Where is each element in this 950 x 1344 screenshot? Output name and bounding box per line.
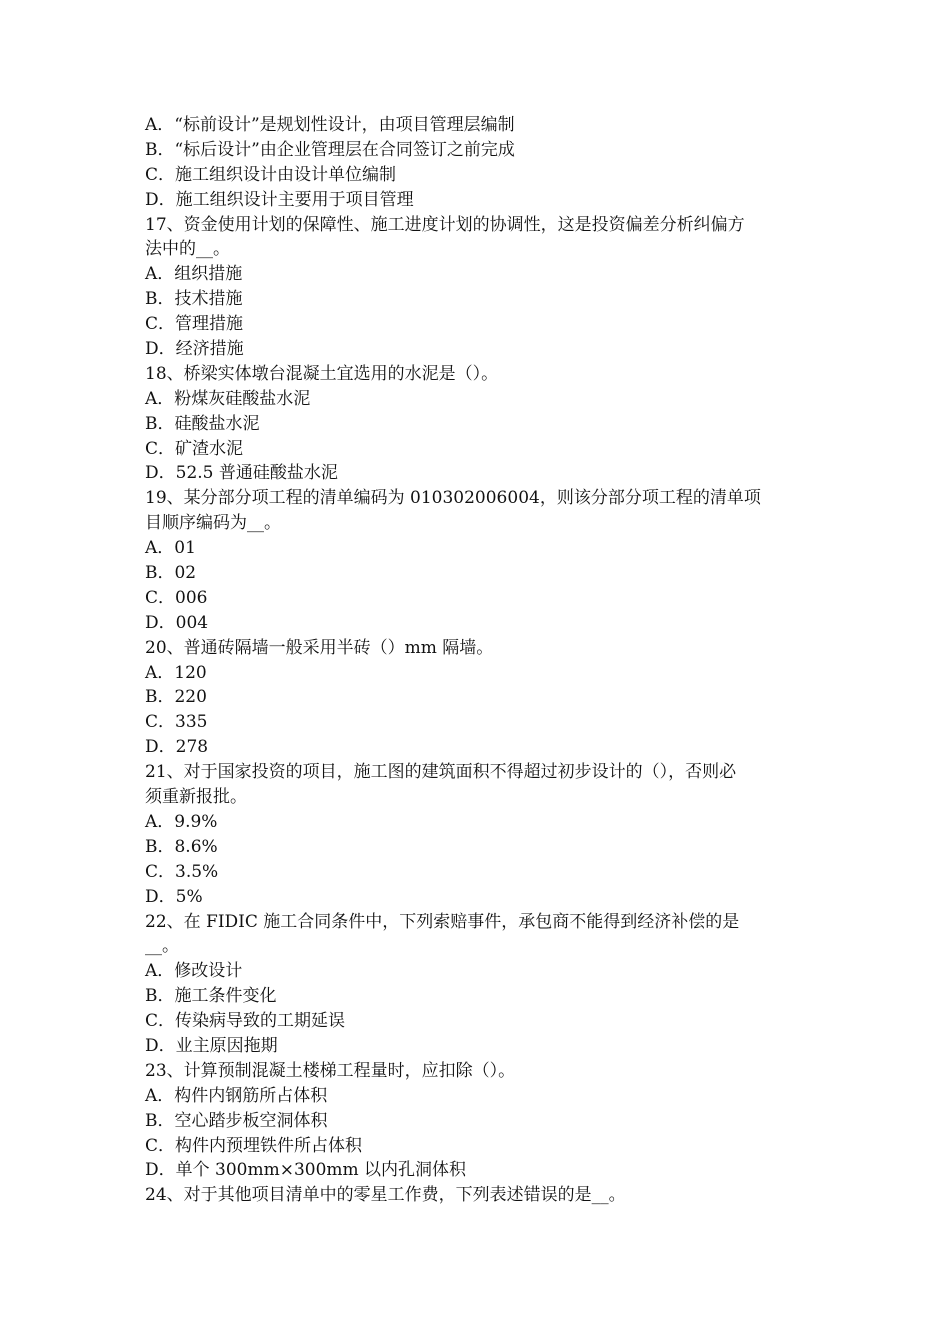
- document-body: [145, 113, 810, 1208]
- text-line: D．经济措施: [145, 339, 244, 360]
- question-21-line-2: 须重新报批。: [145, 787, 247, 808]
- text-line: C．构件内预埋铁件所占体积: [145, 1135, 363, 1156]
- text-line: D．004: [145, 612, 209, 633]
- question-24: 24、对于其他项目清单中的零星工作费，下列表述错误的是__。: [145, 1185, 626, 1206]
- question-22-line-1: 22、在 FIDIC 施工合同条件中，下列索赔事件，承包商不能得到经济补偿的是: [145, 911, 740, 932]
- text-line: A．构件内钢筋所占体积: [145, 1085, 328, 1106]
- text-line: B．8.6%: [145, 836, 218, 857]
- question-17-line-1: 17、资金使用计划的保障性、施工进度计划的协调性，这是投资偏差分析纠偏方: [145, 214, 745, 235]
- text-line: C．335: [145, 712, 208, 733]
- text-line: C．006: [145, 587, 208, 608]
- question-19-line-1: 19、某分部分项工程的清单编码为 010302006004，则该分部分项工程的清单项: [145, 488, 761, 509]
- text-line: D．施工组织设计主要用于项目管理: [145, 189, 414, 210]
- question-19-line-2: 目顺序编码为__。: [145, 513, 281, 534]
- text-line: C．矿渣水泥: [145, 438, 244, 459]
- text-line: A．粉煤灰硅酸盐水泥: [145, 388, 311, 409]
- text-line: D．单个 300mm×300mm 以内孔洞体积: [145, 1160, 467, 1181]
- text-line: C．传染病导致的工期延误: [145, 1011, 346, 1032]
- question-21-line-1: 21、对于国家投资的项目，施工图的建筑面积不得超过初步设计的（），否则必: [145, 762, 737, 783]
- text-line: A．9.9%: [145, 811, 218, 832]
- text-line: C．3.5%: [145, 861, 219, 882]
- text-line: B．“标后设计”由企业管理层在合同签订之前完成: [145, 139, 515, 160]
- question-18: 18、桥梁实体墩台混凝土宜选用的水泥是（）。: [145, 363, 499, 384]
- text-line: B．施工条件变化: [145, 986, 277, 1007]
- text-line: D．业主原因拖期: [145, 1035, 278, 1056]
- text-line: D．5%: [145, 886, 203, 907]
- text-line: C．施工组织设计由设计单位编制: [145, 164, 397, 185]
- text-line: B．空心踏步板空洞体积: [145, 1110, 328, 1131]
- text-line: B．02: [145, 563, 197, 584]
- question-22-line-2: __。: [145, 936, 179, 957]
- text-line: A．01: [145, 538, 196, 559]
- text-line: A．修改设计: [145, 961, 243, 982]
- question-23: 23、计算预制混凝土楼梯工程量时，应扣除（）。: [145, 1060, 516, 1081]
- text-line: B．220: [145, 687, 207, 708]
- text-line: C．管理措施: [145, 314, 244, 335]
- question-17-line-2: 法中的__。: [145, 239, 230, 260]
- text-line: A．“标前设计”是规划性设计，由项目管理层编制: [145, 115, 515, 135]
- text-line: D．52.5 普通硅酸盐水泥: [145, 463, 338, 484]
- text-line: B．技术措施: [145, 289, 243, 310]
- question-20: 20、普通砖隔墙一般采用半砖（）mm 隔墙。: [145, 637, 494, 658]
- text-line: D．278: [145, 737, 209, 758]
- text-line: B．硅酸盐水泥: [145, 413, 260, 434]
- text-line: A．组织措施: [145, 264, 243, 285]
- text-line: A．120: [145, 662, 207, 683]
